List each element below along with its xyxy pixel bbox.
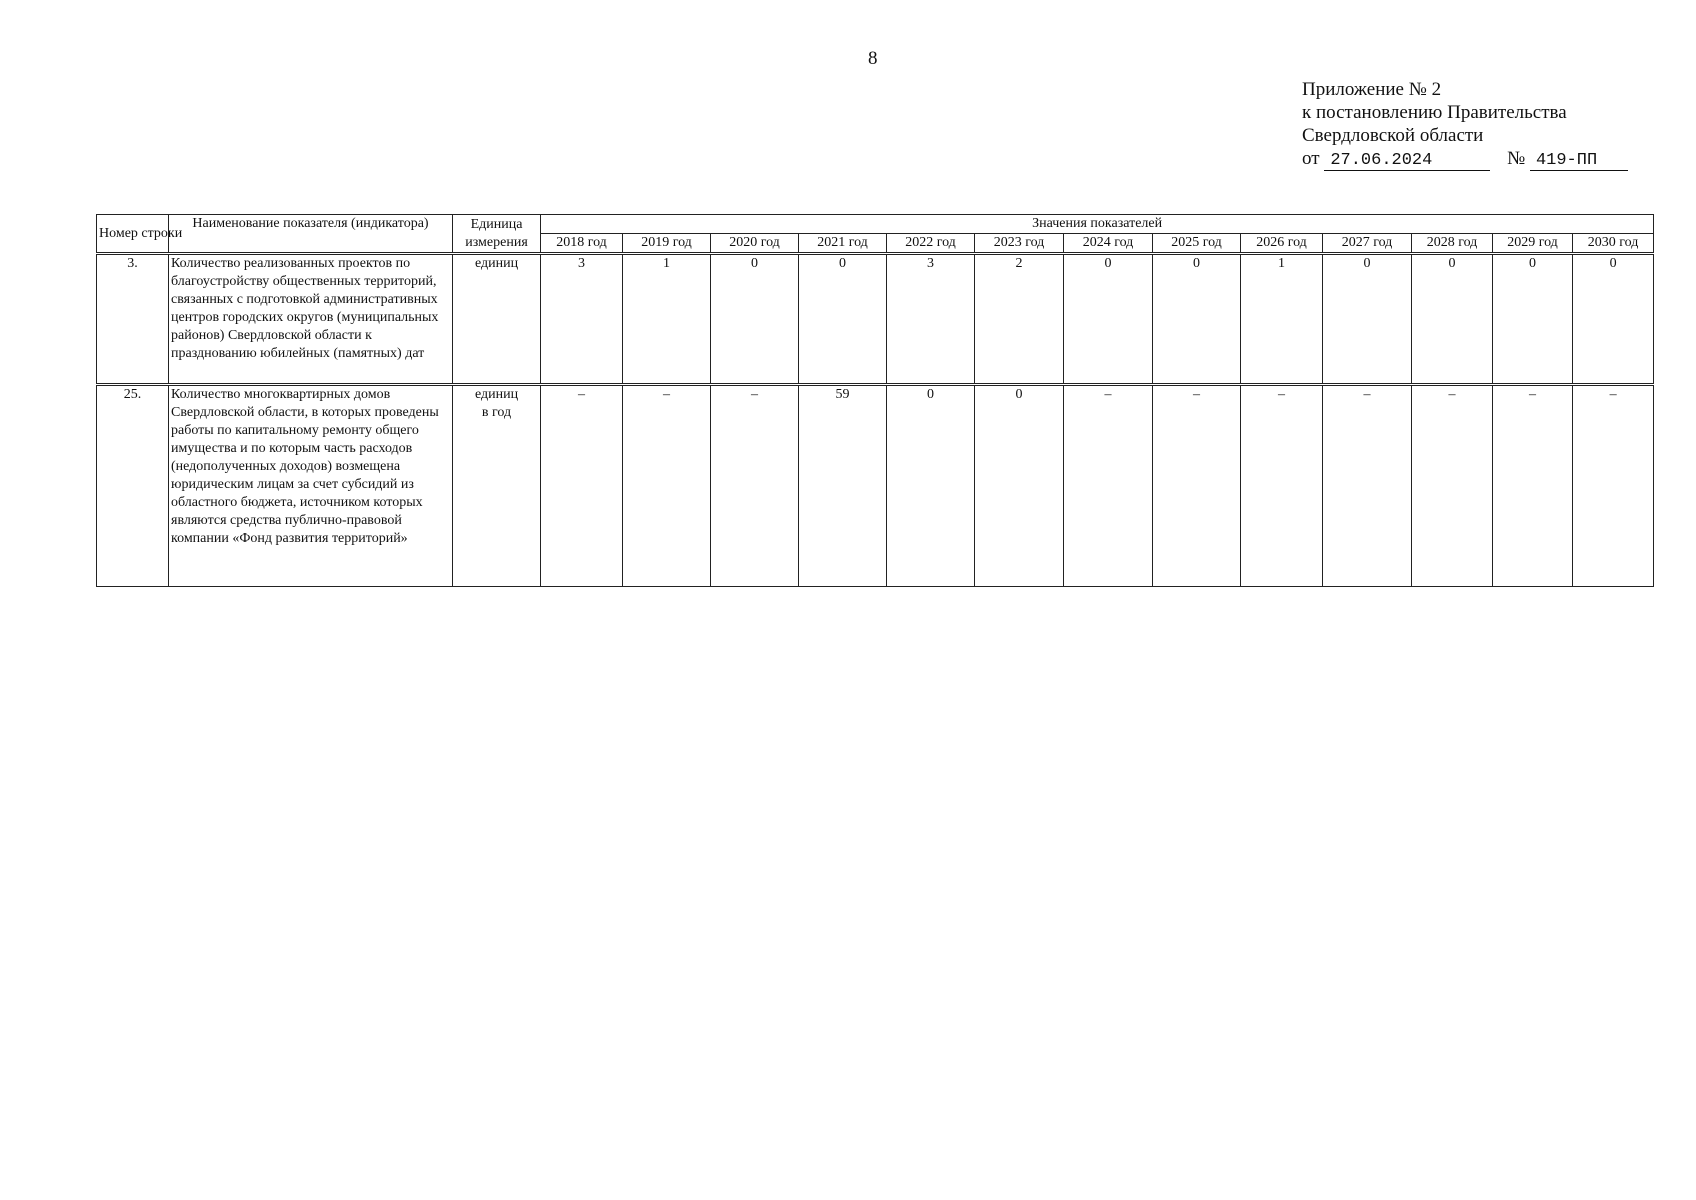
value-cell: – — [1323, 385, 1412, 587]
value-cell: 3 — [541, 254, 623, 385]
annex-region: Свердловской области — [1302, 125, 1484, 146]
header-year: 2019 год — [623, 234, 711, 254]
value-cell: 0 — [1412, 254, 1493, 385]
header-year: 2024 год — [1064, 234, 1153, 254]
annex-number: 419-ПП — [1530, 152, 1628, 171]
value-cell: 0 — [887, 385, 975, 587]
value-cell: 0 — [1323, 254, 1412, 385]
value-cell: 0 — [975, 385, 1064, 587]
header-unit: Единица измерения — [453, 215, 541, 254]
value-cell: 1 — [623, 254, 711, 385]
value-cell: 0 — [1573, 254, 1654, 385]
value-cell: 0 — [1153, 254, 1241, 385]
value-cell: – — [1493, 385, 1573, 587]
value-cell: 59 — [799, 385, 887, 587]
value-cell: – — [1573, 385, 1654, 587]
value-cell: 3 — [887, 254, 975, 385]
value-cell: – — [1241, 385, 1323, 587]
header-year: 2028 год — [1412, 234, 1493, 254]
value-cell: 0 — [1064, 254, 1153, 385]
value-cell: – — [1064, 385, 1153, 587]
indicator-name-cell: Количество многоквартирных домов Свердловской области, в которых проведены работы по капитальному ремонту общего имущества и по которым часть расходов (недополученных доходов) возмещена юридическим лицам за счет субсидий из областного бюджета, источником которых являются средства публично-правовой компании «Фонд развития территорий» — [169, 385, 453, 587]
table-row — [97, 254, 1654, 385]
header-year: 2022 год — [887, 234, 975, 254]
indicator-name-cell: Количество реализованных проектов по благоустройству общественных территорий, связанных с подготовкой административных центров городских округов (муниципальных районов) Свердловской области к празднованию юбилейных (памятных) дат — [169, 254, 453, 385]
header-year: 2018 год — [541, 234, 623, 254]
annex-resolution: к постановлению Правительства — [1302, 102, 1567, 123]
value-cell: – — [623, 385, 711, 587]
header-year: 2021 год — [799, 234, 887, 254]
value-cell: 0 — [1493, 254, 1573, 385]
annex-header — [1302, 78, 1628, 171]
header-year: 2023 год — [975, 234, 1064, 254]
header-year: 2029 год — [1493, 234, 1573, 254]
annex-date: 27.06.2024 — [1324, 152, 1490, 171]
value-cell: – — [541, 385, 623, 587]
table-row — [97, 385, 1654, 587]
header-year: 2030 год — [1573, 234, 1654, 254]
header-year: 2025 год — [1153, 234, 1241, 254]
header-row-number: Номер строки — [97, 215, 169, 254]
annex-date-line — [1302, 147, 1628, 171]
value-cell: 0 — [799, 254, 887, 385]
row-number-cell: 25. — [97, 385, 169, 587]
annex-number-prefix: № — [1507, 148, 1526, 169]
header-year: 2027 год — [1323, 234, 1412, 254]
unit-cell: единиц в год — [453, 385, 541, 587]
header-year: 2020 год — [711, 234, 799, 254]
unit-cell: единиц — [453, 254, 541, 385]
header-year: 2026 год — [1241, 234, 1323, 254]
value-cell: 0 — [711, 254, 799, 385]
value-cell: – — [1412, 385, 1493, 587]
value-cell: – — [711, 385, 799, 587]
value-cell: – — [1153, 385, 1241, 587]
page-number: 8 — [868, 48, 878, 69]
row-number-cell: 3. — [97, 254, 169, 385]
value-cell: 2 — [975, 254, 1064, 385]
annex-date-prefix: от — [1302, 148, 1320, 169]
value-cell: 1 — [1241, 254, 1323, 385]
indicator-rows — [97, 254, 1654, 587]
header-indicator-name: Наименование показателя (индикатора) — [169, 215, 453, 254]
header-values-group: Значения показателей — [541, 215, 1654, 234]
annex-title: Приложение № 2 — [1302, 79, 1442, 100]
indicators-table — [96, 214, 1654, 587]
